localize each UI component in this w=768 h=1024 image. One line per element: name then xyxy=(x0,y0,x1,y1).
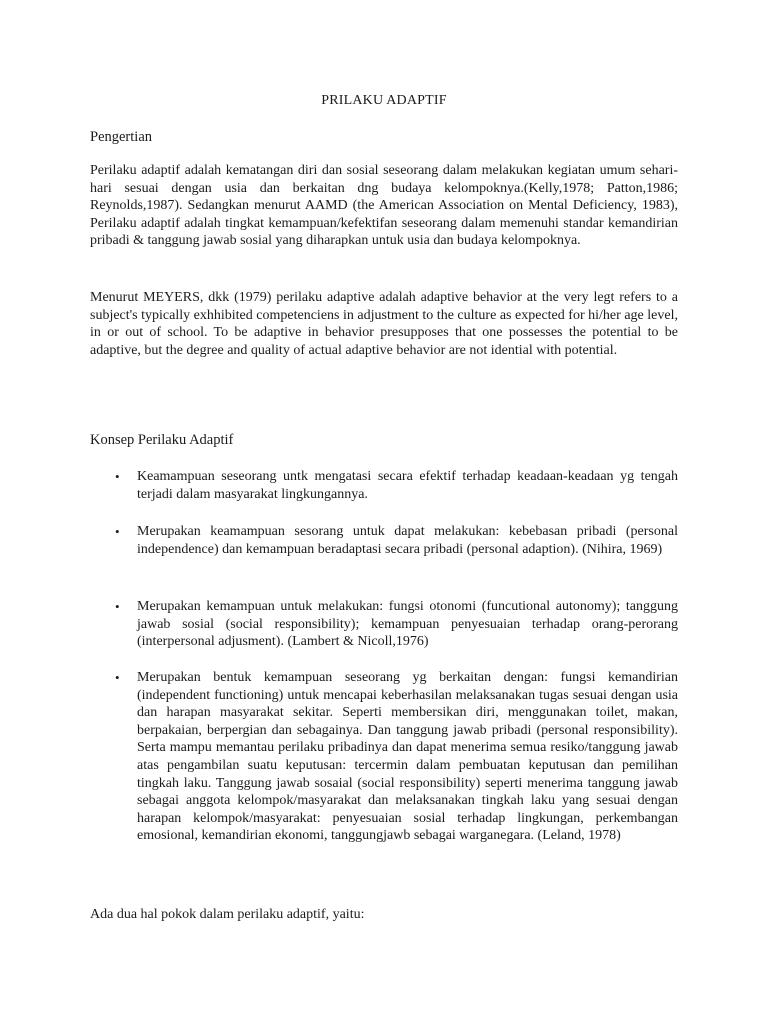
section-heading-pengertian: Pengertian xyxy=(90,129,153,145)
bullet-icon: • xyxy=(115,469,120,484)
list-item xyxy=(90,598,678,651)
bullet-icon: • xyxy=(115,670,120,685)
bullet-icon: • xyxy=(115,599,120,614)
list-item-text: Merupakan bentuk kemampuan seseorang yg berkaitan dengan: fungsi kemandirian (independent functioning) untuk mencapai keberhasilan melaksanakan tugas sesuai dengan usia dan harapan masyarakat sekitar. Seperti membersikan diri, menggunakan toilet, makan, berpakaian, berpergian dan sebagainya. Dan tanggung jawab pribadi (personal responsibility). Serta mampu memantau perilaku pribadinya dan dapat menerima semua resiko/tanggung jawab atas pengambilan suatu keputusan: tercermin dalam pembuatan keputusan dan pemilihan tingkah laku. Tanggung jawab sosaial (social responsibility) seperti menerima tanggung jawab sebagai anggota kelompok/masyarakat dan melaksanakan tingkah laku yang sesuai dengan harapan kelompok/masyarakat: penyesuaian sosial terhadap lingkungan, perkembangan emosional, kemandirian ekonomi, tanggungjawb sebagai warganegara. (Leland, 1978) xyxy=(137,670,678,844)
paragraph-definition: Perilaku adaptif adalah kematangan diri dan sosial seseorang dalam melakukan kegiatan umum sehari-hari sesuai dengan usia dan berkaitan dng budaya kelompoknya.(Kelly,1978; Patton,1986; Reynolds,1987). Sedangkan menurut AAMD (the American Association on Mental Deficiency, 1983), Perilaku adaptif adalah tingkat kemampuan/kefektifan seseorang dalam memenuhi standar kemandirian pribadi & tanggung jawab sosial yang diharapkan untuk usia dan budaya kelompoknya. xyxy=(90,163,678,249)
closing-paragraph: Ada dua hal pokok dalam perilaku adaptif, yaitu: xyxy=(90,907,365,922)
section-heading-konsep: Konsep Perilaku Adaptif xyxy=(90,432,234,448)
list-item-text: Keamampuan seseorang untk mengatasi secara efektif terhadap keadaan-keadaan yg tengah terjadi dalam masyarakat lingkungannya. xyxy=(137,469,678,502)
list-item xyxy=(90,468,678,503)
list-item xyxy=(90,523,678,558)
list-item-text: Merupakan kemampuan untuk melakukan: fungsi otonomi (funcutional autonomy); tanggung jawab sosial (social responsibility); kemampuan penyesuaian terhadap orang-perorang (interpersonal adjusment). (Lambert & Nicoll,1976) xyxy=(137,599,678,650)
document-title: PRILAKU ADAPTIF xyxy=(321,93,447,108)
list-item-text: Merupakan keamampuan sesorang untuk dapat melakukan: kebebasan pribadi (personal independence) dan kemampuan beradaptasi secara pribadi (personal adaption). (Nihira, 1969) xyxy=(137,524,678,557)
paragraph-meyers: Menurut MEYERS, dkk (1979) perilaku adaptive adalah adaptive behavior at the very legt refers to a subject's typically exhhibited competenciens in adjustment to the culture as expected for hi/her age level, in or out of school. To be adaptive in behavior presupposes that one possesses the potential to be adaptive, but the degree and quality of actual adaptive behavior are not idential with potential. xyxy=(90,290,678,358)
bullet-icon: • xyxy=(115,524,120,539)
list-item xyxy=(90,669,678,845)
